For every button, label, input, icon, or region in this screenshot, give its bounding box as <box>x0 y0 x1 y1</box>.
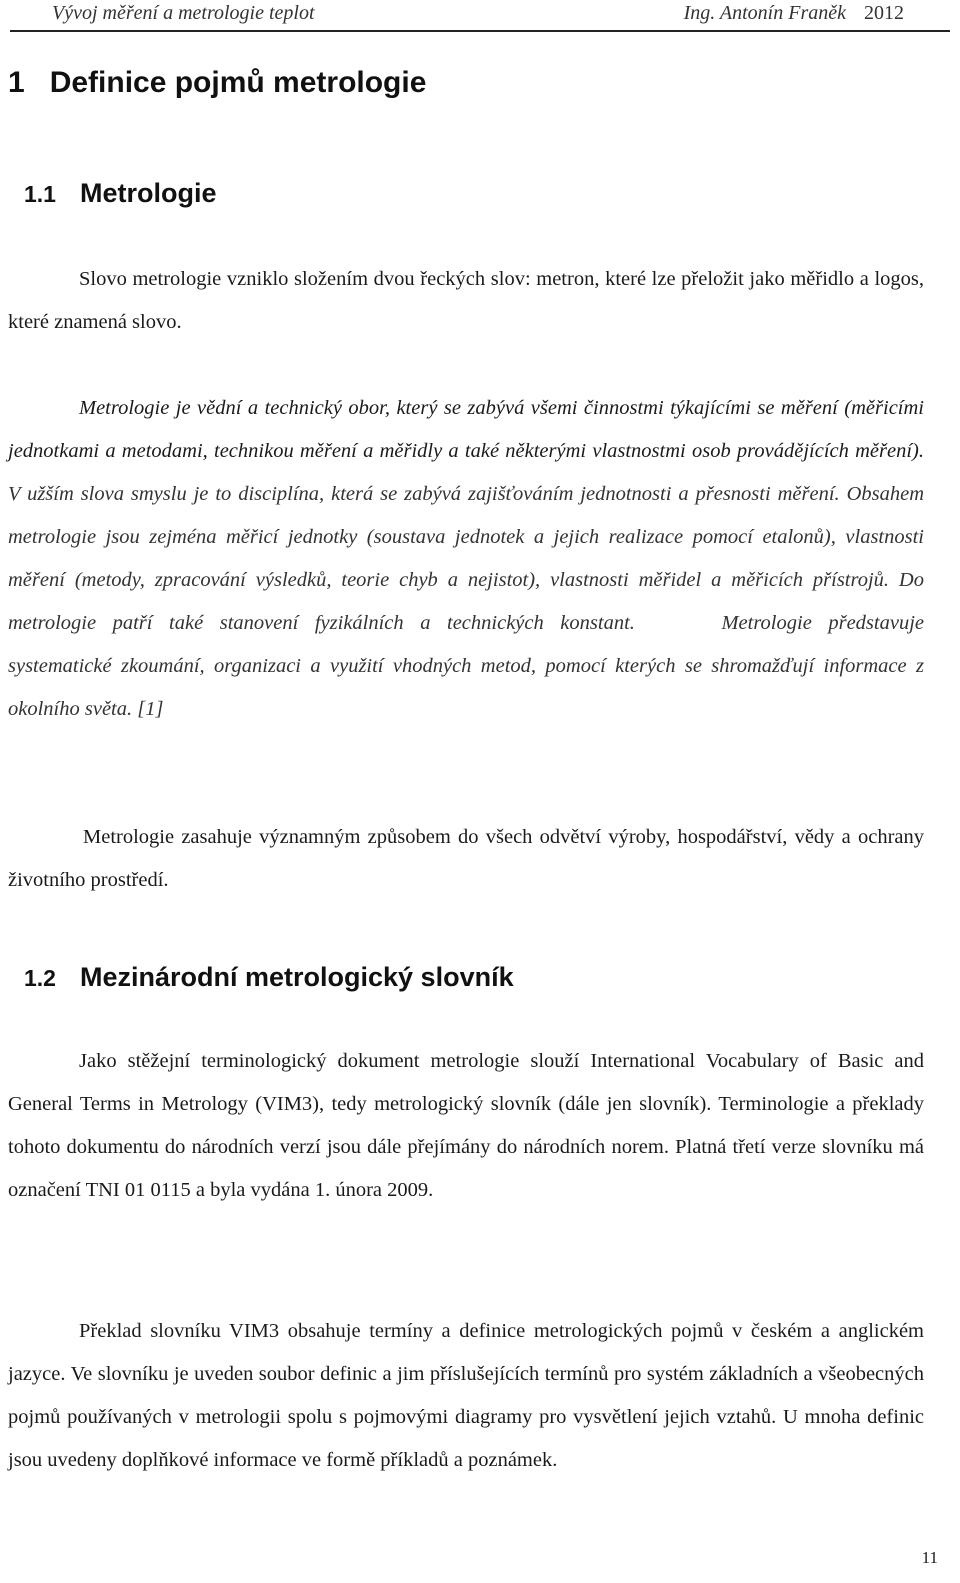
page-header <box>10 0 950 32</box>
section-number: 1.2 <box>24 965 56 991</box>
header-document-title: Vývoj měření a metrologie teplot <box>52 2 315 24</box>
section-heading-vocabulary <box>24 962 514 993</box>
section-title: Metrologie <box>80 178 217 208</box>
paragraph-text: Metrologie zasahuje významným způsobem do všech odvětví výroby, hospodářství, vědy a ochrany životního prostředí. <box>8 826 924 891</box>
header-author-block <box>684 2 904 25</box>
chapter-heading: 1 Definice pojmů metrologie <box>8 66 427 99</box>
systematic-text: Metrologie představuje systematické zkoumání, organizaci a využití vhodných metod, pomocí kterých se shromažďují informace z okolního světa. [1] <box>8 612 924 720</box>
section-heading-metrologie <box>24 178 217 209</box>
section-number: 1.1 <box>24 181 56 207</box>
paragraph-text: Překlad slovníku VIM3 obsahuje termíny a definice metrologických pojmů v českém a anglickém jazyce. Ve slovníku je uveden soubor definic a jim příslušejících termínů pro systém základních a všeobecných pojmů používaných v metrologii spolu s pojmovými diagramy pro vysvětlení jejich vztahů. U mnoha definic jsou uvedeny doplňkové informace ve formě příkladů a poznámek. <box>8 1320 924 1471</box>
paragraph-text: Slovo metrologie vzniklo složením dvou řeckých slov: metron, které lze přeložit jako měřidlo a logos, které znamená slovo. <box>8 268 924 333</box>
paragraph-text: Jako stěžejní terminologický dokument metrologie slouží International Vocabulary of Basic and General Terms in Metrology (VIM3), tedy metrologický slovník (dále jen slovník). Terminologie a překlady tohoto dokumentu do národních verzí jsou dále přejímány do národních norem. Platná třetí verze slovníku má označení TNI 01 0115 a byla vydána 1. února 2009. <box>8 1050 924 1201</box>
paragraph-translation <box>8 1310 924 1482</box>
scope-text: V užším slova smyslu je to disciplína, která se zabývá zajišťováním jednotnosti a přesnosti měření. Obsahem metrologie jsou zejména měřicí jednotky (soustava jednotek a jejich realizace pomocí etalonů), vlastnosti měření (metody, zpracování výsledků, teorie chyb a nejistot), vlastnosti měřidel a měřicích přístrojů. Do metrologie patří také stanovení fyzikálních a technických konstant. <box>8 483 924 634</box>
paragraph-definition <box>8 387 924 731</box>
paragraph-etymology <box>8 258 924 344</box>
header-author: Ing. Antonín Franěk <box>683 2 846 24</box>
page-number: 11 <box>921 1548 938 1567</box>
paragraph-vim3 <box>8 1040 924 1212</box>
paragraph-scope <box>8 816 924 902</box>
definition-text: Metrologie je vědní a technický obor, který se zabývá všemi činnostmi týkajícími se měření (měřicími jednotkami a metodami, technikou měření a měřidly a také některými vlastnostmi osob provádějících měření). <box>8 397 924 462</box>
section-title: Mezinárodní metrologický slovník <box>80 962 514 992</box>
header-year: 2012 <box>864 2 904 24</box>
